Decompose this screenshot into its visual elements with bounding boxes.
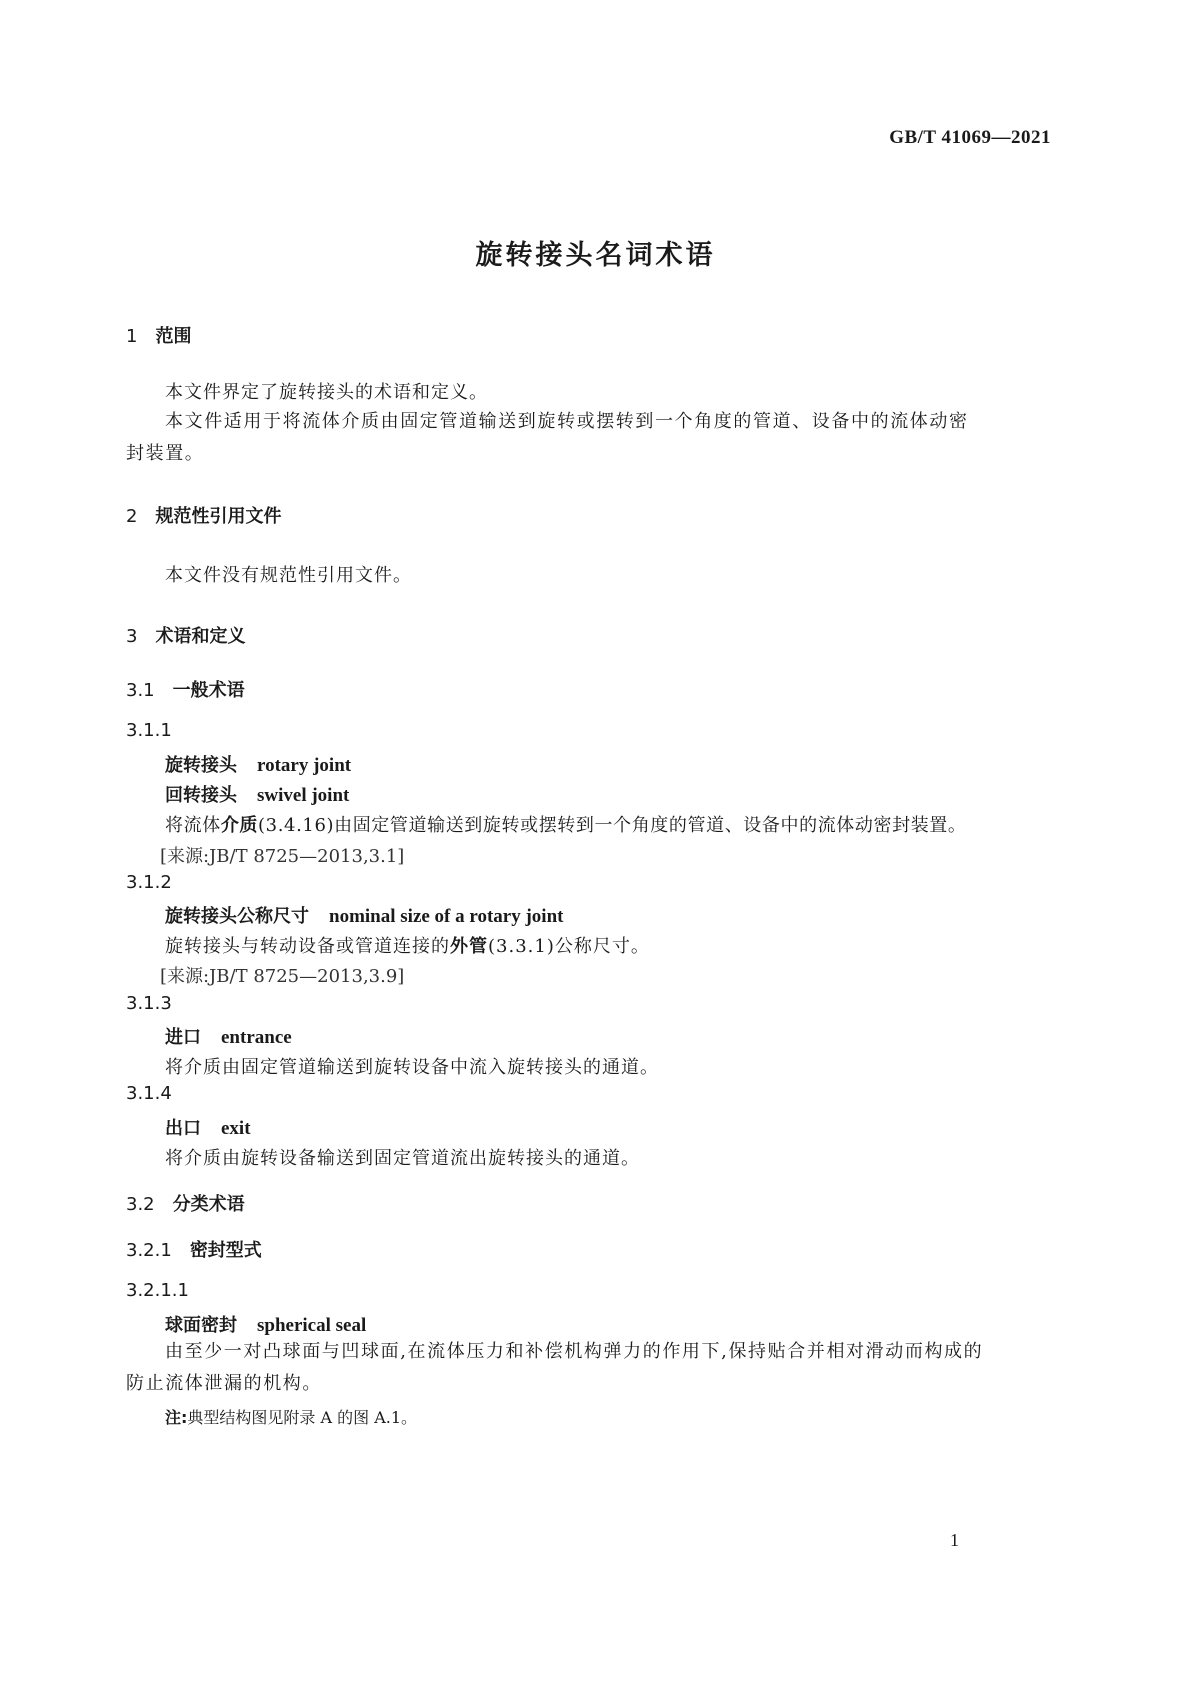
term-number: 3.1.2 — [126, 872, 172, 893]
definition-text: 将流体 — [165, 815, 221, 836]
term-english: nominal size of a rotary joint — [329, 906, 564, 927]
note-text: 典型结构图见附录 A 的图 A.1。 — [187, 1408, 418, 1427]
subsection-3-2-1-heading — [126, 1236, 262, 1262]
term-english: entrance — [221, 1027, 292, 1048]
term-chinese: 回转接头 — [165, 785, 237, 806]
term-number: 3.1.1 — [126, 720, 172, 741]
term-number: 3.1.3 — [126, 993, 172, 1014]
term-number: 3.2.1.1 — [126, 1280, 189, 1301]
subsection-3-2-heading — [126, 1190, 245, 1216]
term-number: 3.1.4 — [126, 1083, 172, 1104]
term-english: spherical seal — [257, 1315, 367, 1336]
note-label: 注: — [165, 1408, 188, 1427]
section-number: 3.1 — [126, 680, 155, 701]
term-chinese: 球面密封 — [165, 1315, 237, 1336]
standard-number: GB/T 41069—2021 — [889, 127, 1051, 148]
term-definition — [165, 811, 967, 837]
document-title: 旋转接头名词术语 — [475, 240, 716, 271]
cross-ref-term: 外管 — [450, 936, 488, 957]
cross-ref-term: 介质 — [220, 815, 259, 836]
term-entry — [165, 1311, 366, 1337]
section-title: 范围 — [155, 326, 192, 347]
subsection-3-1-heading — [126, 676, 245, 702]
term-definition: 由至少一对凸球面与凹球面,在流体压力和补偿机构弹力的作用下,保持贴合并相对滑动而构成的防止流体泄漏的机构。 — [126, 1341, 984, 1394]
source-note: [来源:JB/T 8725—2013,3.9] — [160, 966, 405, 987]
definition-text: (3.4.16)由固定管道输送到旋转或摆转到一个角度的管道、设备中的流体动密封装置。 — [258, 815, 967, 836]
note — [165, 1405, 417, 1428]
source-note: [来源:JB/T 8725—2013,3.1] — [160, 846, 405, 867]
definition-text: (3.3.1)公称尺寸。 — [488, 936, 650, 957]
section-number: 1 — [126, 326, 138, 347]
section-3-heading — [126, 622, 245, 648]
term-definition — [165, 932, 650, 958]
section-title: 一般术语 — [172, 680, 245, 701]
term-english: rotary joint — [257, 755, 352, 776]
term-chinese: 进口 — [165, 1027, 201, 1048]
section-title: 分类术语 — [172, 1194, 245, 1215]
paragraph: 本文件没有规范性引用文件。 — [165, 565, 412, 586]
term-entry — [165, 902, 564, 928]
section-1-heading — [126, 322, 191, 348]
term-entry — [165, 751, 351, 777]
term-chinese: 旋转接头 — [165, 755, 237, 776]
term-alternative — [165, 781, 349, 807]
page-number: 1 — [950, 1530, 959, 1550]
section-number: 3.2 — [126, 1194, 155, 1215]
definition-text: 旋转接头与转动设备或管道连接的 — [165, 936, 450, 957]
term-chinese: 出口 — [165, 1118, 201, 1139]
term-definition: 将介质由固定管道输送到旋转设备中流入旋转接头的通道。 — [165, 1057, 659, 1078]
term-english: swivel joint — [257, 785, 350, 806]
term-entry — [165, 1023, 292, 1049]
term-chinese: 旋转接头公称尺寸 — [165, 906, 309, 927]
term-definition: 将介质由旋转设备输送到固定管道流出旋转接头的通道。 — [165, 1148, 640, 1169]
section-number: 3 — [126, 626, 138, 647]
term-english: exit — [221, 1118, 251, 1139]
section-title: 密封型式 — [189, 1240, 262, 1261]
paragraph: 本文件适用于将流体介质由固定管道输送到旋转或摆转到一个角度的管道、设备中的流体动密封装置。 — [126, 411, 969, 464]
section-title: 术语和定义 — [155, 626, 246, 647]
paragraph: 本文件界定了旋转接头的术语和定义。 — [165, 382, 488, 403]
section-number: 2 — [126, 506, 138, 527]
term-entry — [165, 1114, 251, 1140]
section-title: 规范性引用文件 — [155, 506, 282, 527]
section-2-heading — [126, 502, 281, 528]
section-number: 3.2.1 — [126, 1240, 172, 1261]
